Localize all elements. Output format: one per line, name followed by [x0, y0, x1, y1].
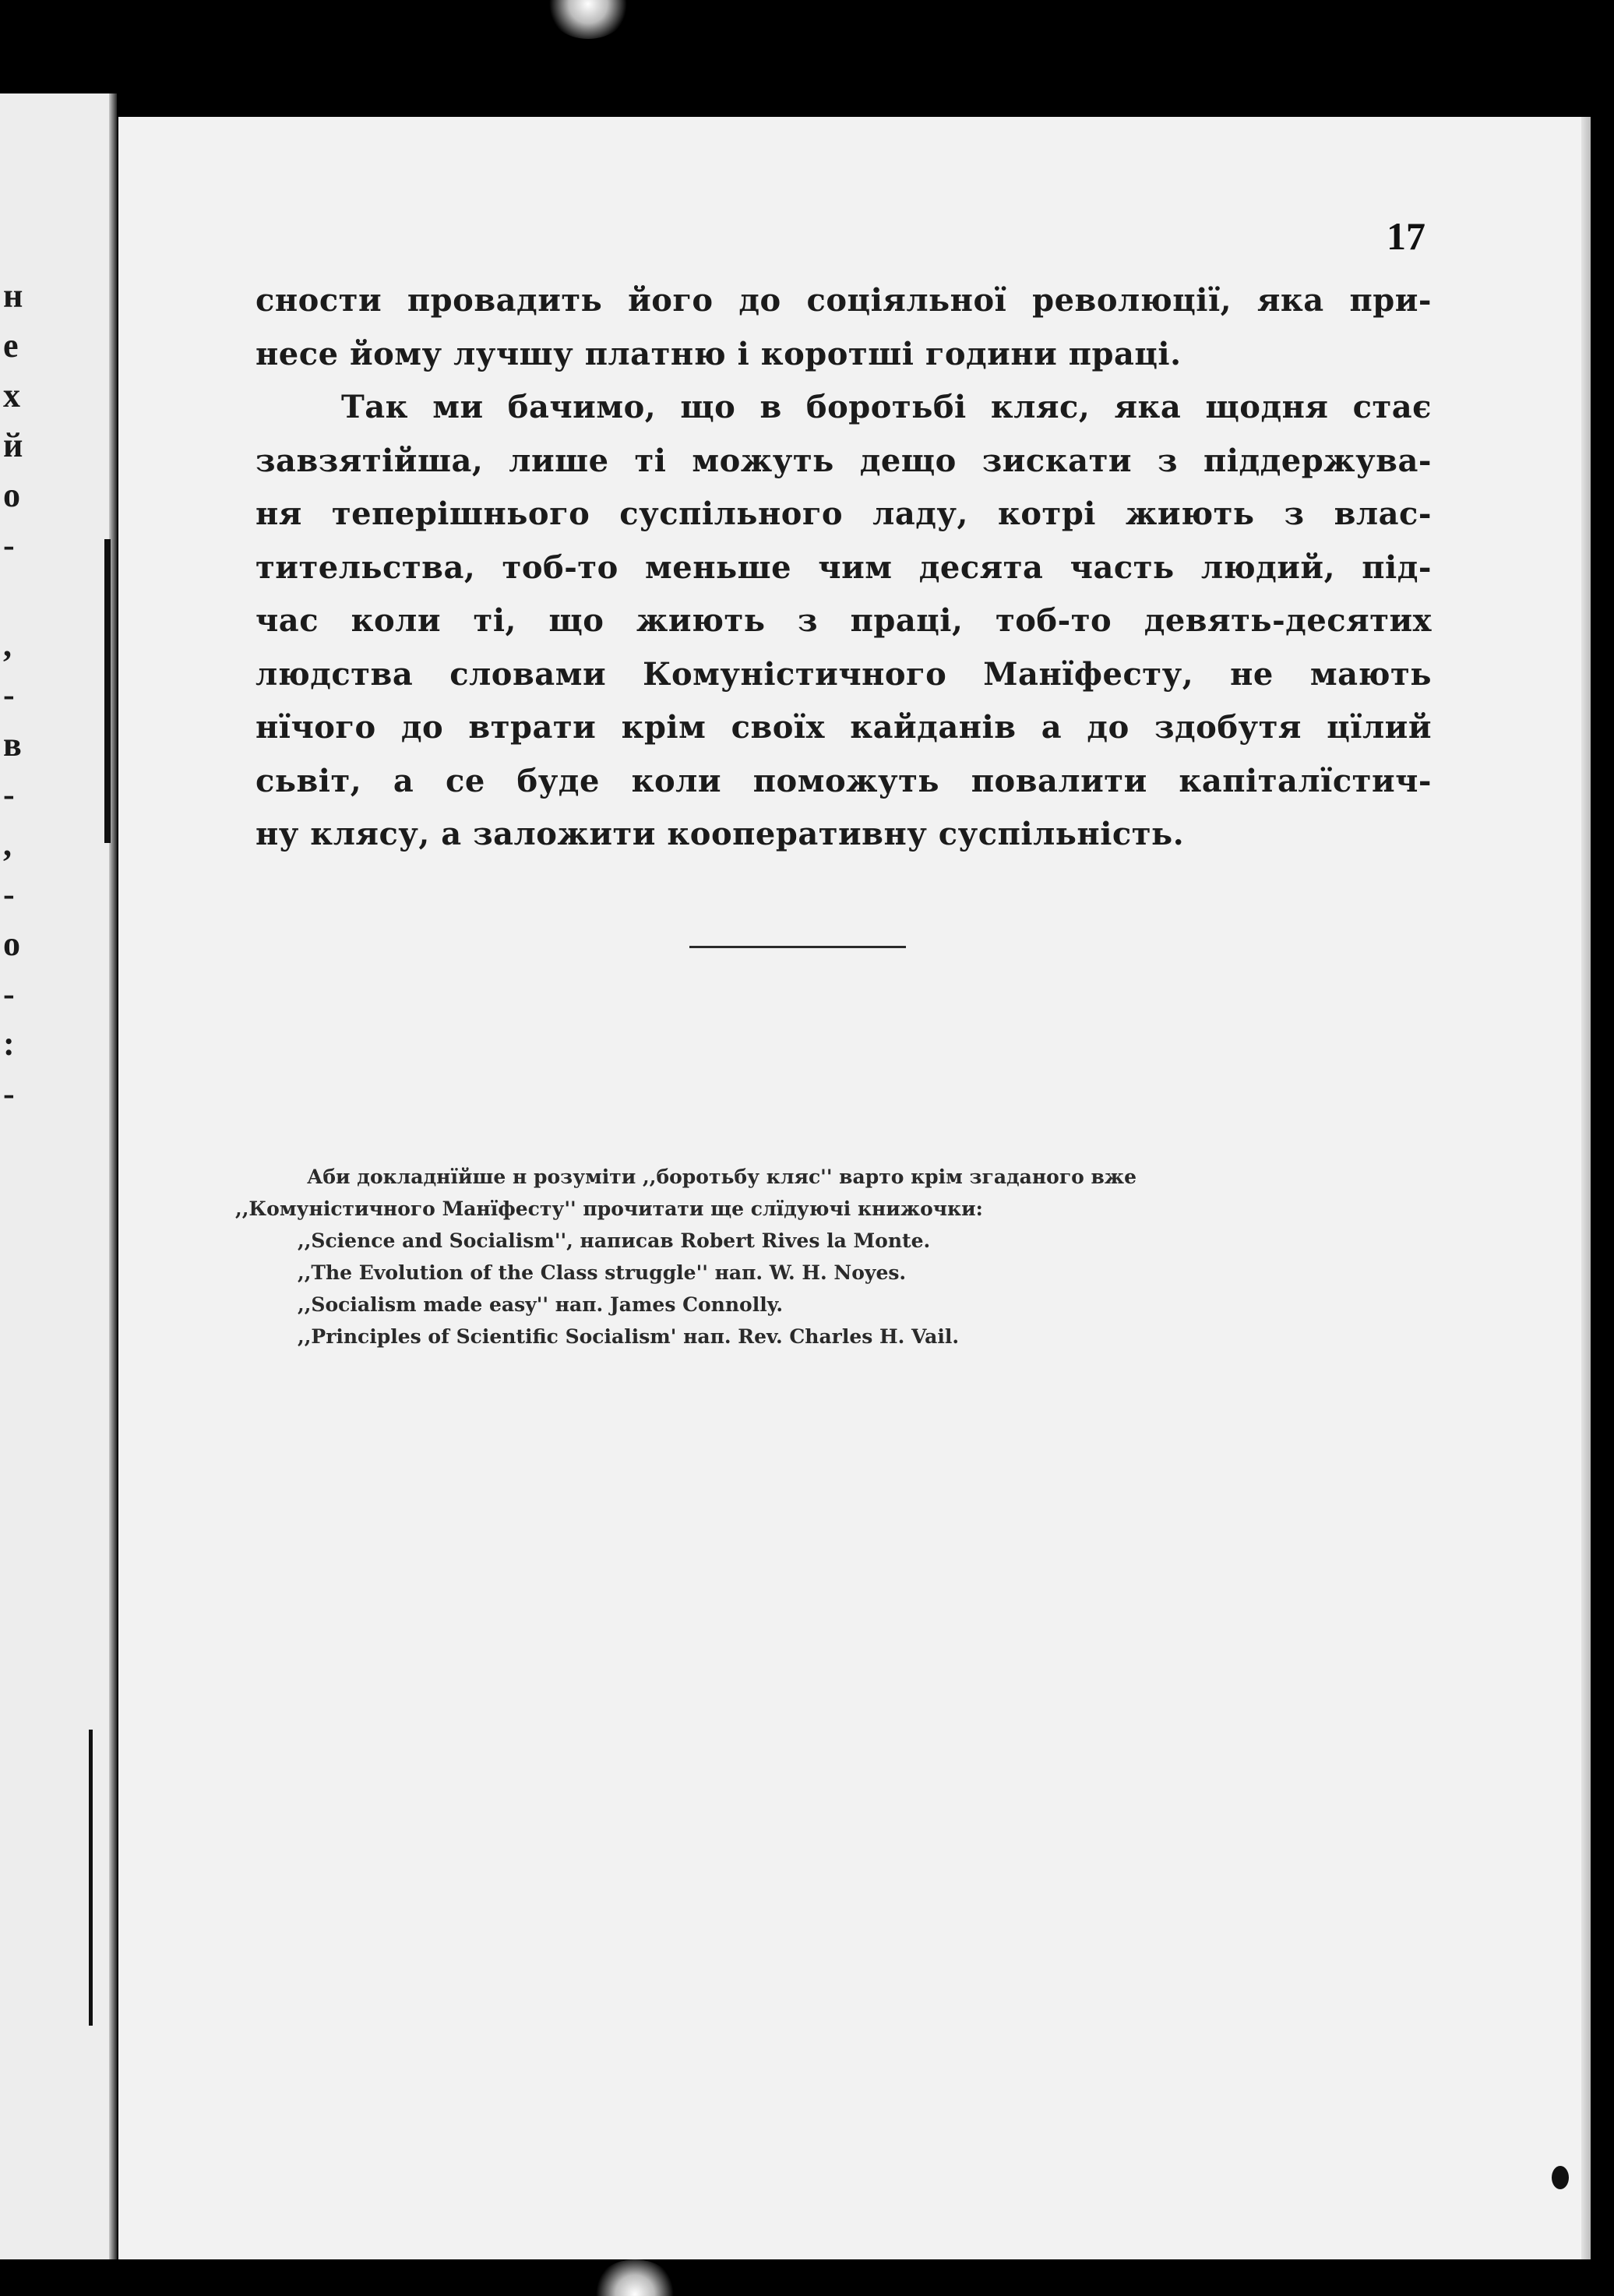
- edge-letter: о: [3, 925, 20, 963]
- note-intro-line: ,,Комуністичного Манїфесту'' прочитати ще слїдуючі книжочки:: [235, 1197, 983, 1220]
- text-line: нїчого до втрати крім своїх кайданів а до здобутя цїлий: [255, 709, 1432, 746]
- edge-letter: -: [3, 675, 15, 714]
- page-edge-shadow: [1581, 117, 1591, 2259]
- edge-letter: -: [3, 875, 15, 913]
- note-intro-line: Аби докладнїйше н розуміти ,,боротьбу кляс'' варто крім згаданого вже: [307, 1166, 1137, 1188]
- edge-letter: й: [3, 426, 23, 464]
- edge-letter: о: [3, 476, 20, 514]
- text-line: несе йому лучшу платню і коротші години праці.: [255, 335, 1182, 372]
- text-line: ну клясу, а заложити кооперативну суспільність.: [255, 816, 1185, 852]
- edge-letter: :: [3, 1025, 15, 1063]
- text-line: тительства, тоб-то меньше чим десята часть людий, під-: [255, 548, 1432, 586]
- text-line: сьвіт, а се буде коли поможуть повалити капіталїстич-: [255, 762, 1432, 799]
- text-line: сности провадить його до соціяльної революції, яка при-: [255, 282, 1432, 319]
- text-line: завзятійша, лише ті можуть дещо зискати з піддержува-: [255, 442, 1432, 479]
- text-line: ня теперішнього суспільного ладу, котрі жиють з влас-: [255, 496, 1432, 532]
- text-line: Так ми бачимо, що в боротьбі кляс, яка щодня стає: [341, 389, 1432, 425]
- reading-list-note: [235, 1161, 1404, 1353]
- text-line: час коли ті, що жиють з праці, тоб-то девять-десятих: [255, 602, 1432, 639]
- page-number: 17: [1387, 214, 1425, 258]
- binding-staple-mark: [89, 1730, 93, 2026]
- edge-letter: ,: [3, 825, 12, 863]
- book-reference: ,,The Evolution of the Class struggle'' нап. W. H. Noyes.: [298, 1261, 907, 1284]
- edge-letter: -: [3, 526, 15, 564]
- left-page-edge-text: [3, 271, 26, 1119]
- binding-staple-mark: [104, 539, 111, 843]
- book-reference: ,,Principles of Scientific Socialism' нап. Rev. Charles H. Vail.: [298, 1325, 960, 1348]
- book-reference: ,,Science and Socialism'', написав Robert Rives la Monte.: [298, 1229, 931, 1252]
- scan-glare-top: [545, 0, 631, 39]
- book-page: [118, 117, 1591, 2259]
- edge-letter: х: [3, 376, 20, 414]
- section-divider-rule: [689, 946, 906, 948]
- scan-speck: [1552, 2166, 1569, 2189]
- book-reference: ,,Socialism made easy'' нап. James Connolly.: [298, 1293, 784, 1316]
- edge-letter: е: [3, 326, 19, 365]
- body-text: [255, 274, 1432, 862]
- edge-letter: н: [3, 277, 23, 315]
- edge-letter: -: [3, 775, 15, 813]
- edge-letter: в: [3, 725, 22, 764]
- scan-glare-bottom: [592, 2259, 678, 2296]
- book-spine: [109, 93, 117, 2259]
- text-line: людства словами Комуністичного Манїфесту, не мають: [255, 655, 1432, 693]
- edge-letter: -: [3, 1074, 15, 1113]
- edge-letter: [3, 570, 26, 620]
- left-facing-page: [0, 93, 117, 2259]
- edge-letter: -: [3, 975, 15, 1013]
- edge-letter: ,: [3, 626, 12, 664]
